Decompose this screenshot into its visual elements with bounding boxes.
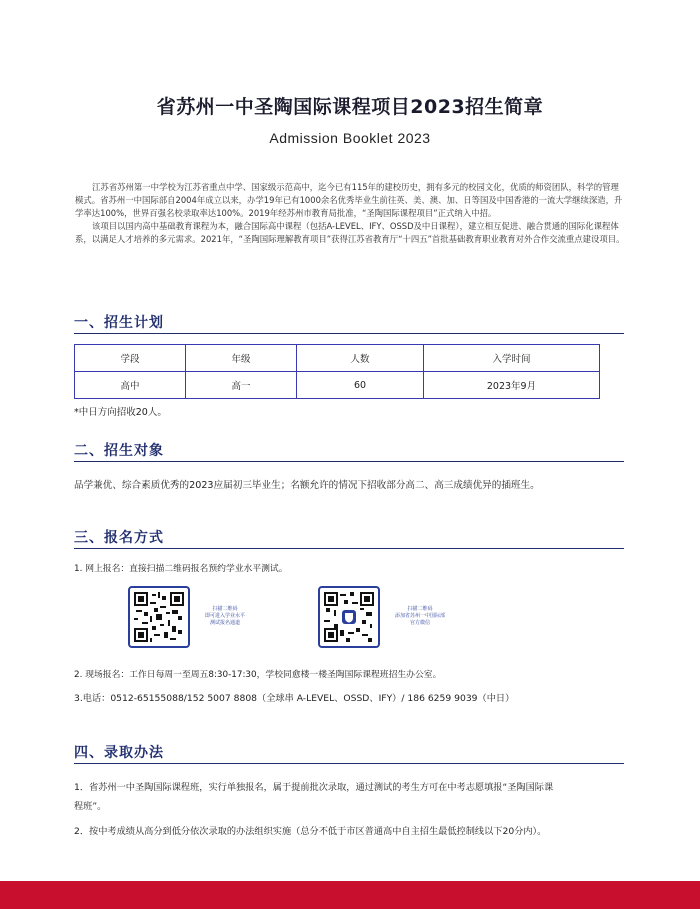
- table-header-cell: 入学时间: [424, 345, 600, 372]
- intro-text: [75, 181, 625, 246]
- admission-rule-2: 2．按中考成绩从高分到低分依次录取的办法组织实施（总分不低于市区普通高中自主招生最低控制线以下20分内）。: [74, 826, 547, 837]
- table-cell: 高中: [75, 372, 186, 399]
- intro-paragraph-1: 江苏省苏州第一中学校为江苏省重点中学、国家级示范高中，迄今已有115年的建校历史，拥有多元的校园文化，优质的师资团队，科学的管理模式。省苏州一中国际部自2004年成立以来，办学19年已有1000余名优秀毕业生前往英、美、澳、加、日等国及中国香港的一流大学继续深造，升学率达100%，世界百强名校录取率达100%。2019年经苏州市教育局批准，“圣陶国际课程项目”正式纳入中招。: [75, 182, 623, 218]
- qr-code-wechat[interactable]: [318, 586, 380, 648]
- online-signup-text: 1. 网上报名：直接扫描二维码报名预约学业水平测试。: [74, 564, 288, 574]
- qr-caption-line: 测试报名通道: [209, 620, 240, 626]
- table-header-cell: 学段: [75, 345, 186, 372]
- table-note: *中日方向招收20人。: [74, 407, 167, 418]
- table-cell: 2023年9月: [424, 372, 600, 399]
- qr-caption-line: 添加省苏州一中国际部: [394, 613, 445, 619]
- qr-caption-signup: [190, 606, 260, 627]
- table-cell: 60: [297, 372, 424, 399]
- section-title-target: 二、招生对象: [74, 443, 164, 459]
- qr-caption-line: 扫描二维码: [212, 606, 238, 612]
- onsite-signup-text: 2. 现场报名：工作日每周一至周五8:30-17:30，学校同愈楼一楼圣陶国际课程班招生办公室。: [74, 670, 442, 680]
- enrollment-plan-table: [74, 344, 600, 399]
- table-cell: 高一: [186, 372, 297, 399]
- page-title: 省苏州一中圣陶国际课程项目2023招生简章: [156, 96, 544, 118]
- section-title-plan: 一、招生计划: [74, 315, 164, 331]
- table-header-cell: 年级: [186, 345, 297, 372]
- phone-text: 3.电话：0512-65155088/152 5007 8808（全球串 A-LEVEL、OSSD、IFY）/ 186 6259 9039（中日）: [74, 693, 515, 704]
- table-header-cell: 人数: [297, 345, 424, 372]
- table-header-row: [75, 345, 600, 372]
- qr-code-signup[interactable]: [128, 586, 190, 648]
- section-divider: [74, 548, 624, 549]
- qr-code-icon: [324, 592, 374, 642]
- page-subtitle: Admission Booklet 2023: [269, 130, 431, 146]
- section-divider: [74, 333, 624, 334]
- qr-caption-wechat: [382, 606, 458, 627]
- section-divider: [74, 461, 624, 462]
- target-text: 品学兼优、综合素质优秀的2023应届初三毕业生；名额允许的情况下招收部分高二、高三成绩优异的插班生。: [74, 480, 540, 491]
- qr-caption-line: 官方微信: [409, 620, 430, 626]
- section-divider: [74, 763, 624, 764]
- admission-rule-1: 1．省苏州一中圣陶国际课程班，实行单独报名，属于提前批次录取，通过测试的考生方可在中考志愿填报“圣陶国际课: [74, 782, 554, 793]
- footer-bar: [0, 881, 700, 909]
- qr-caption-line: 扫描二维码: [407, 606, 433, 612]
- intro-paragraph-2: 该项目以国内高中基础教育课程为本，融合国际高中课程（包括A-LEVEL、IFY、OSSD及中日课程），建立相互促进、融合贯通的国际化课程体系，以满足人才培养的多元需求。2021年，“圣陶国际理解教育项目”获得江苏省教育厅“十四五”首批基础教育职业教育对外合作交流重点建设项目。: [75, 221, 625, 244]
- section-title-signup: 三、报名方式: [74, 530, 164, 546]
- qr-code-icon: [134, 592, 184, 642]
- table-row: [75, 372, 600, 399]
- qr-caption-line: 即可进入学业水平: [204, 613, 245, 619]
- section-title-admission: 四、录取办法: [74, 745, 164, 761]
- admission-rule-1-cont: 程班”。: [74, 801, 107, 812]
